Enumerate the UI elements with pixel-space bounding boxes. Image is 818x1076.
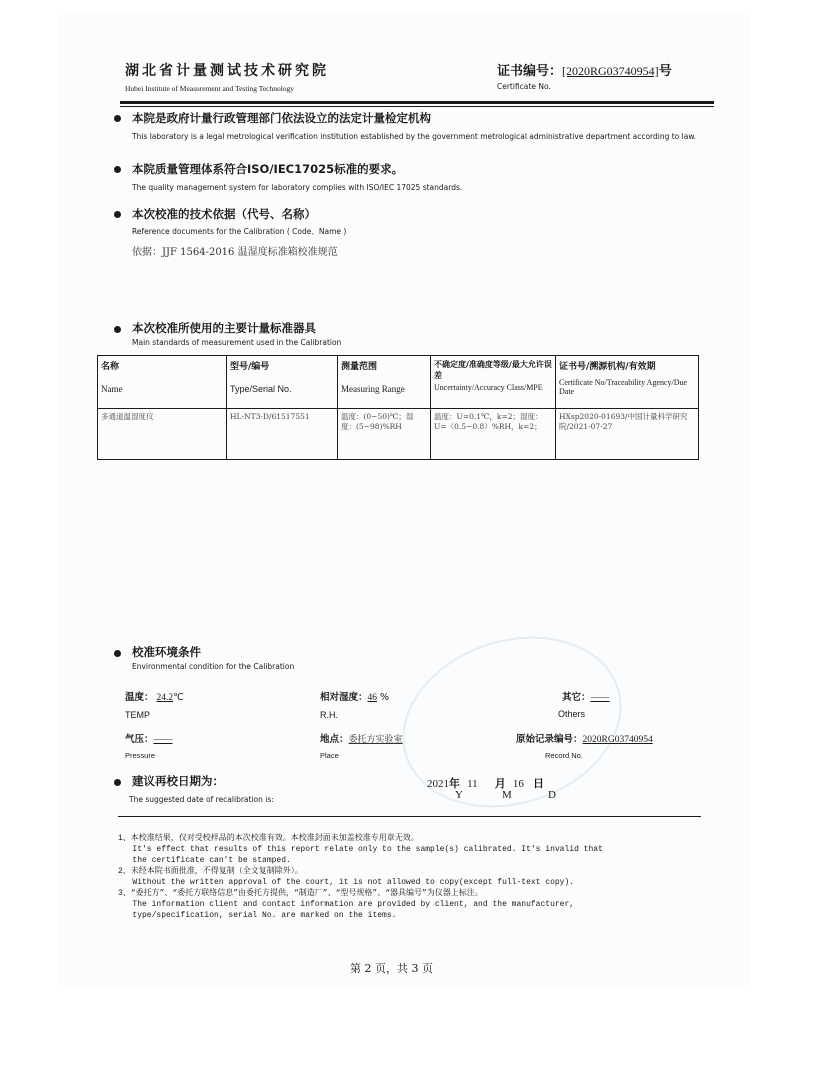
header-uncertainty bbox=[431, 356, 556, 409]
temperature bbox=[125, 689, 184, 703]
header-uncertainty-en: Uncertainty/Accuracy Class/MPE bbox=[434, 383, 543, 392]
cert-number-value: [2020RG03740954] bbox=[562, 64, 659, 78]
header-name-en: Name bbox=[101, 384, 123, 394]
environment-title-cn: 校准环境条件 bbox=[132, 645, 201, 659]
row-serial: HL-NT3-D/61517551 bbox=[227, 409, 338, 460]
header-serial bbox=[227, 356, 338, 409]
record-label: 原始记录编号： bbox=[516, 734, 583, 745]
cert-label-en: Certificate No. bbox=[497, 82, 551, 91]
pressure-value: —— bbox=[153, 735, 173, 745]
note-line: 2、未经本院书面批准，不得复制（全文复制除外）。 bbox=[118, 867, 303, 876]
relative-humidity bbox=[320, 689, 389, 703]
others-value: —— bbox=[590, 693, 610, 703]
header-certificate bbox=[556, 356, 699, 409]
table-row bbox=[98, 409, 699, 460]
cert-label-cn: 证书编号： bbox=[497, 64, 563, 79]
note-line: Without the written approval of the court, it is not allowed to copy(except full-text copy). bbox=[118, 878, 575, 887]
row-certificate: HXsp2020-01693/中国计量科学研究院/2021-07-27 bbox=[556, 409, 699, 460]
note-line: type/specification, serial No. are marked on the items. bbox=[118, 911, 397, 920]
header-range-en: Measuring Range bbox=[341, 384, 405, 394]
recal-date bbox=[427, 772, 544, 791]
bullet-icon bbox=[114, 115, 121, 122]
place-label-en: Place bbox=[320, 751, 339, 760]
header-rule-thick bbox=[120, 101, 714, 104]
row-range: 温度：(0~50)℃；湿度：(5~98)%RH bbox=[338, 409, 431, 460]
recal-day-cn: 日 bbox=[532, 777, 544, 790]
header-rule-thin bbox=[120, 106, 714, 107]
header-name-cn: 名称 bbox=[101, 362, 120, 372]
others-label-en: Others bbox=[558, 709, 586, 719]
statement-2-en: The quality management system for laboratory complies with ISO/IEC 17025 standards. bbox=[132, 183, 463, 192]
header-range-cn: 测量范围 bbox=[341, 362, 378, 372]
recal-label-cn: 建议再校日期为： bbox=[132, 774, 224, 788]
rh-unit: % bbox=[380, 692, 390, 703]
note-line: It's effect that results of this report relate only to the sample(s) calibrated. It's invalid that bbox=[118, 845, 603, 854]
place-value: 委托方实验室 bbox=[348, 735, 403, 745]
bullet-icon bbox=[114, 211, 121, 218]
statement-1-en: This laboratory is a legal metrological verification institution established by the government metrological administrative department according to law. bbox=[132, 132, 697, 141]
recal-month-cn: 月 bbox=[494, 777, 506, 790]
standards-table bbox=[97, 355, 699, 460]
certificate-number bbox=[497, 60, 672, 79]
cert-suffix: 号 bbox=[658, 64, 672, 79]
bullet-icon bbox=[114, 166, 121, 173]
row-uncertainty: 温度：U=0.1℃，k=2；湿度：U=（0.5~0.8）%RH，k=2； bbox=[431, 409, 556, 460]
record-number bbox=[516, 731, 653, 745]
recal-day: 16 bbox=[512, 778, 524, 790]
recal-d: D bbox=[548, 789, 556, 801]
notes bbox=[118, 833, 708, 921]
temp-label-en: TEMP bbox=[125, 710, 151, 720]
place-label: 地点： bbox=[320, 734, 349, 745]
page-number: 第 2 页，共 3 页 bbox=[350, 962, 433, 975]
footer-rule bbox=[118, 816, 701, 817]
recal-year-cn: 年 bbox=[449, 777, 460, 790]
header-name bbox=[98, 356, 227, 409]
environment-title-en: Environmental condition for the Calibration bbox=[132, 662, 295, 671]
recal-label-en: The suggested date of recalibration is: bbox=[129, 795, 274, 804]
statement-2-cn: 本院质量管理体系符合ISO/IEC17025标准的要求。 bbox=[132, 162, 404, 176]
pressure bbox=[125, 731, 173, 745]
header-certificate-en: Certificate No/Traceability Agency/Due Date bbox=[559, 378, 688, 396]
reference-basis: 依据：JJF 1564-2016 温湿度标准箱校准规范 bbox=[132, 247, 338, 258]
header-uncertainty-cn: 不确定度/准确度等级/最大允许误差 bbox=[434, 360, 552, 380]
recal-m: M bbox=[502, 789, 512, 801]
recal-y: Y bbox=[455, 789, 463, 801]
others bbox=[562, 689, 610, 703]
standards-title-en: Main standards of measurement used in the Calibration bbox=[132, 338, 342, 347]
note-line: 1、本校准结果，仅对受校样品的本次校准有效。本校准封面未加盖校准专用章无效。 bbox=[118, 834, 419, 843]
pressure-label: 气压： bbox=[125, 734, 154, 745]
institute-name-en: Hubei Institute of Measurement and Testing Technology bbox=[125, 84, 295, 93]
table-header-row bbox=[98, 356, 699, 409]
header-serial-cn: 型号/编号 bbox=[230, 362, 270, 372]
temp-label: 温度： bbox=[125, 692, 154, 703]
temp-value: 24.2 bbox=[156, 693, 174, 703]
note-line: 3、“委托方”、“委托方联络信息”由委托方提供，“制造厂”、“型号规格”、“器具编号”为仪器上标注。 bbox=[118, 889, 483, 898]
record-label-en: Record No. bbox=[545, 751, 583, 760]
bullet-icon bbox=[114, 650, 121, 657]
recal-year: 2021 bbox=[427, 778, 449, 790]
header-certificate-cn: 证书号/溯源机构/有效期 bbox=[559, 362, 656, 372]
bullet-icon bbox=[114, 779, 121, 786]
institute-name-cn: 湖北省计量测试技术研究院 bbox=[125, 63, 329, 79]
statement-1-cn: 本院是政府计量行政管理部门依法设立的法定计量检定机构 bbox=[132, 111, 431, 125]
note-line: The information client and contact information are provided by client, and the manufacturer, bbox=[118, 900, 575, 909]
row-name: 多通道温湿度仪 bbox=[98, 409, 227, 460]
pressure-label-en: Pressure bbox=[125, 751, 156, 760]
temp-unit: ℃ bbox=[173, 692, 184, 703]
others-label: 其它： bbox=[562, 692, 591, 703]
recal-month: 11 bbox=[467, 778, 478, 790]
bullet-icon bbox=[114, 326, 121, 333]
header-serial-en: Type/Serial No. bbox=[230, 384, 292, 394]
standards-title-cn: 本次校准所使用的主要计量标准器具 bbox=[132, 321, 316, 335]
reference-title-cn: 本次校准的技术依据（代号、名称） bbox=[132, 207, 316, 221]
rh-value: 46 bbox=[367, 693, 378, 703]
record-value: 2020RG03740954 bbox=[582, 735, 653, 745]
place bbox=[320, 731, 403, 745]
note-line: the certificate can't be stamped. bbox=[118, 856, 291, 865]
rh-label: 相对湿度： bbox=[320, 692, 368, 703]
header-range bbox=[338, 356, 431, 409]
rh-label-en: R.H. bbox=[320, 710, 338, 720]
reference-title-en: Reference documents for the Calibration ( Code、Name ) bbox=[132, 227, 347, 236]
